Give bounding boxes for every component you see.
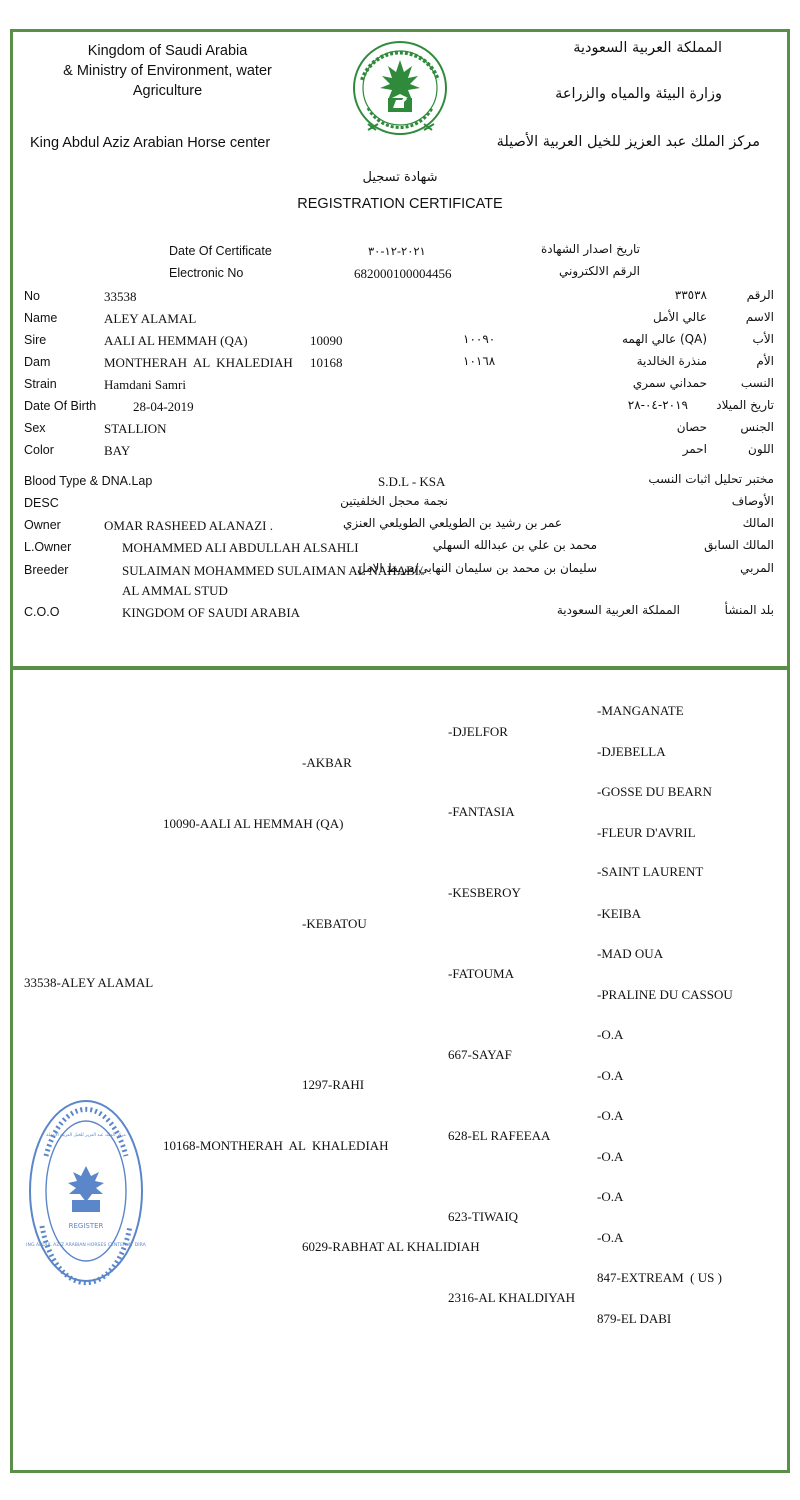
lowner-label-ar: المالك السابق <box>704 538 774 552</box>
dam-value: MONTHERAH AL KHALEDIAH <box>104 355 293 370</box>
desc-label-ar: الأوصاف <box>731 494 774 508</box>
color-value-ar: احمر <box>682 442 707 456</box>
name-label-ar: الاسم <box>745 310 774 324</box>
pedigree-gen3-1: -DJELFOR <box>448 724 508 739</box>
pedigree-horse: 33538-ALEY ALAMAL <box>24 975 154 990</box>
electronic-no-value: 682000100004456 <box>354 266 452 281</box>
pedigree-gen3-3: -KESBEROY <box>448 885 521 900</box>
pedigree-sire: 10090-AALI AL HEMMAH (QA) <box>163 816 344 831</box>
color-value: BAY <box>104 443 131 458</box>
header-center-en: King Abdul Aziz Arabian Horse center <box>30 135 271 151</box>
pedigree-gen4-3: -GOSSE DU BEARN <box>597 784 712 799</box>
breeder-label-ar: المربي <box>740 561 774 575</box>
blood-type-value: S.D.L - KSA <box>378 474 446 489</box>
pedigree-gen3-6: 628-EL RAFEEAA <box>448 1128 551 1143</box>
ministry-emblem-icon <box>348 38 452 142</box>
lowner-value-ar: محمد بن علي بن عبدالله السهلي <box>432 538 597 552</box>
electronic-no-label-ar: الرقم الالكتروني <box>559 264 640 278</box>
pedigree-gen4-5: -SAINT LAURENT <box>597 864 704 879</box>
header-ministry-en: & Ministry of Environment, water <box>63 63 272 79</box>
name-value: ALEY ALAMAL <box>104 311 197 326</box>
pedigree-gen2-1: -AKBAR <box>302 755 352 770</box>
sex-value: STALLION <box>104 421 167 436</box>
sex-label: Sex <box>24 421 46 435</box>
sire-label: Sire <box>24 333 47 347</box>
pedigree-gen4-15: 847-EXTREAM ( US ) <box>597 1270 722 1285</box>
header-ministry-ar: وزارة البيئة والمياه والزراعة <box>555 86 722 102</box>
no-value-ar: ٣٣٥٣٨ <box>674 288 707 302</box>
header-kingdom-en: Kingdom of Saudi Arabia <box>87 43 248 59</box>
no-label-ar: الرقم <box>746 288 774 302</box>
strain-value-ar: حمداني سمري <box>632 376 707 390</box>
sire-number-ar: ١٠٠٩٠ <box>463 332 496 346</box>
header-center-ar: مركز الملك عبد العزيز للخيل العربية الأصيلة <box>496 134 760 150</box>
pedigree-gen3-5: 667-SAYAF <box>448 1047 512 1062</box>
breeder-value-line1: SULAIMAN MOHAMMED SULAIMAN AL NAHABI/ <box>122 563 423 578</box>
registry-stamp-icon <box>26 1096 146 1286</box>
pedigree-gen4-8: -PRALINE DU CASSOU <box>597 987 733 1002</box>
dob-value: 28-04-2019 <box>133 399 194 414</box>
title-en: REGISTRATION CERTIFICATE <box>297 196 503 212</box>
owner-value-ar: عمر بن رشيد بن الطويلعي الطويلعي العنزي <box>342 516 562 530</box>
pedigree-gen4-7: -MAD OUA <box>597 946 664 961</box>
name-label: Name <box>24 311 58 325</box>
pedigree-gen4-4: -FLEUR D'AVRIL <box>597 825 696 840</box>
breeder-value-ar: سليمان بن محمد بن سليمان النهابي/مربط الامل <box>356 561 597 575</box>
sire-value: AALI AL HEMMAH (QA) <box>104 333 248 348</box>
title-ar: شهادة تسجيل <box>362 170 438 185</box>
coo-label: C.O.O <box>24 605 60 619</box>
dob-label: Date Of Birth <box>24 399 97 413</box>
pedigree-gen4-11: -O.A <box>597 1108 624 1123</box>
pedigree-gen4-14: -O.A <box>597 1230 624 1245</box>
dam-number-ar: ١٠١٦٨ <box>463 354 496 368</box>
header-left-block <box>40 42 295 101</box>
lowner-value: MOHAMMED ALI ABDULLAH ALSAHLI <box>122 540 359 555</box>
color-label-ar: اللون <box>748 442 774 456</box>
date-of-certificate-value: ٢٠٢١-١٢-٣٠ <box>368 244 426 258</box>
pedigree-gen4-10: -O.A <box>597 1068 624 1083</box>
breeder-value-line2: AL AMMAL STUD <box>122 583 228 598</box>
pedigree-gen3-8: 2316-AL KHALDIYAH <box>448 1290 575 1305</box>
owner-label-ar: المالك <box>742 516 774 530</box>
no-label: No <box>24 289 40 303</box>
dam-label: Dam <box>24 355 51 369</box>
header-agriculture-en: Agriculture <box>132 83 203 99</box>
pedigree-gen4-1: -MANGANATE <box>597 703 684 718</box>
lowner-label: L.Owner <box>24 540 72 554</box>
breeder-label: Breeder <box>24 563 69 577</box>
pedigree-gen2-3: 1297-RAHI <box>302 1077 365 1092</box>
pedigree-gen4-13: -O.A <box>597 1189 624 1204</box>
pedigree-gen2-4: 6029-RABHAT AL KHALIDIAH <box>302 1239 480 1254</box>
strain-label: Strain <box>24 377 57 391</box>
blood-type-label: Blood Type & DNA.Lap <box>24 474 153 488</box>
dam-number: 10168 <box>310 355 343 370</box>
desc-value-ar: نجمة محجل الخلفيتين <box>340 494 448 508</box>
pedigree-gen4-12: -O.A <box>597 1149 624 1164</box>
pedigree-gen3-7: 623-TIWAIQ <box>448 1209 519 1224</box>
date-of-certificate-label-ar: تاريخ اصدار الشهادة <box>541 242 640 256</box>
pedigree-gen3-4: -FATOUMA <box>448 966 514 981</box>
dam-value-ar: منذرة الخالدية <box>636 354 707 368</box>
owner-value: OMAR RASHEED ALANAZI . <box>104 518 273 533</box>
owner-label: Owner <box>24 518 61 532</box>
pedigree-gen2-2: -KEBATOU <box>302 916 367 931</box>
pedigree-gen3-2: -FANTASIA <box>448 804 515 819</box>
date-of-certificate-label: Date Of Certificate <box>169 244 272 258</box>
name-value-ar: عالي الأمل <box>653 310 707 324</box>
electronic-no-label: Electronic No <box>169 266 244 280</box>
pedigree-gen4-2: -DJEBELLA <box>597 744 666 759</box>
dam-label-ar: الأم <box>756 354 774 368</box>
desc-label: DESC <box>24 496 59 510</box>
stamp-register-text: REGISTER <box>68 1222 104 1230</box>
sire-label-ar: الأب <box>752 332 774 346</box>
coo-label-ar: بلد المنشأ <box>724 603 774 617</box>
sex-value-ar: حصان <box>676 420 707 434</box>
sex-label-ar: الجنس <box>740 420 774 434</box>
pedigree-gen4-9: -O.A <box>597 1027 624 1042</box>
stamp-english-ring: KING ABDUL AZIZ ARABIAN HORSES CENTER AT DIRAB <box>26 1243 146 1248</box>
no-value: 33538 <box>104 289 137 304</box>
pedigree-dam: 10168-MONTHERAH AL KHALEDIAH <box>163 1138 389 1153</box>
sire-value-ar: (QA) عالي الهمه <box>621 332 707 346</box>
dob-label-ar: تاريخ الميلاد <box>716 398 774 412</box>
color-label: Color <box>24 443 54 457</box>
pedigree-gen4-6: -KEIBA <box>597 906 642 921</box>
coo-value-ar: المملكة العربية السعودية <box>556 603 680 617</box>
header-kingdom-ar: المملكة العربية السعودية <box>573 40 722 56</box>
strain-label-ar: النسب <box>740 376 774 390</box>
sire-number: 10090 <box>310 333 343 348</box>
coo-value: KINGDOM OF SAUDI ARABIA <box>122 605 301 620</box>
strain-value: Hamdani Samri <box>104 377 186 392</box>
stamp-arabic-ring: مركز الملك عبد العزيز للخيل العربية الأصيلة <box>46 1133 126 1138</box>
blood-type-label-ar: مختبر تحليل اثبات النسب <box>648 472 774 486</box>
dob-value-ar: ٢٠١٩-٠٤-٢٨ <box>627 398 688 412</box>
pedigree-gen4-16: 879-EL DABI <box>597 1311 672 1326</box>
